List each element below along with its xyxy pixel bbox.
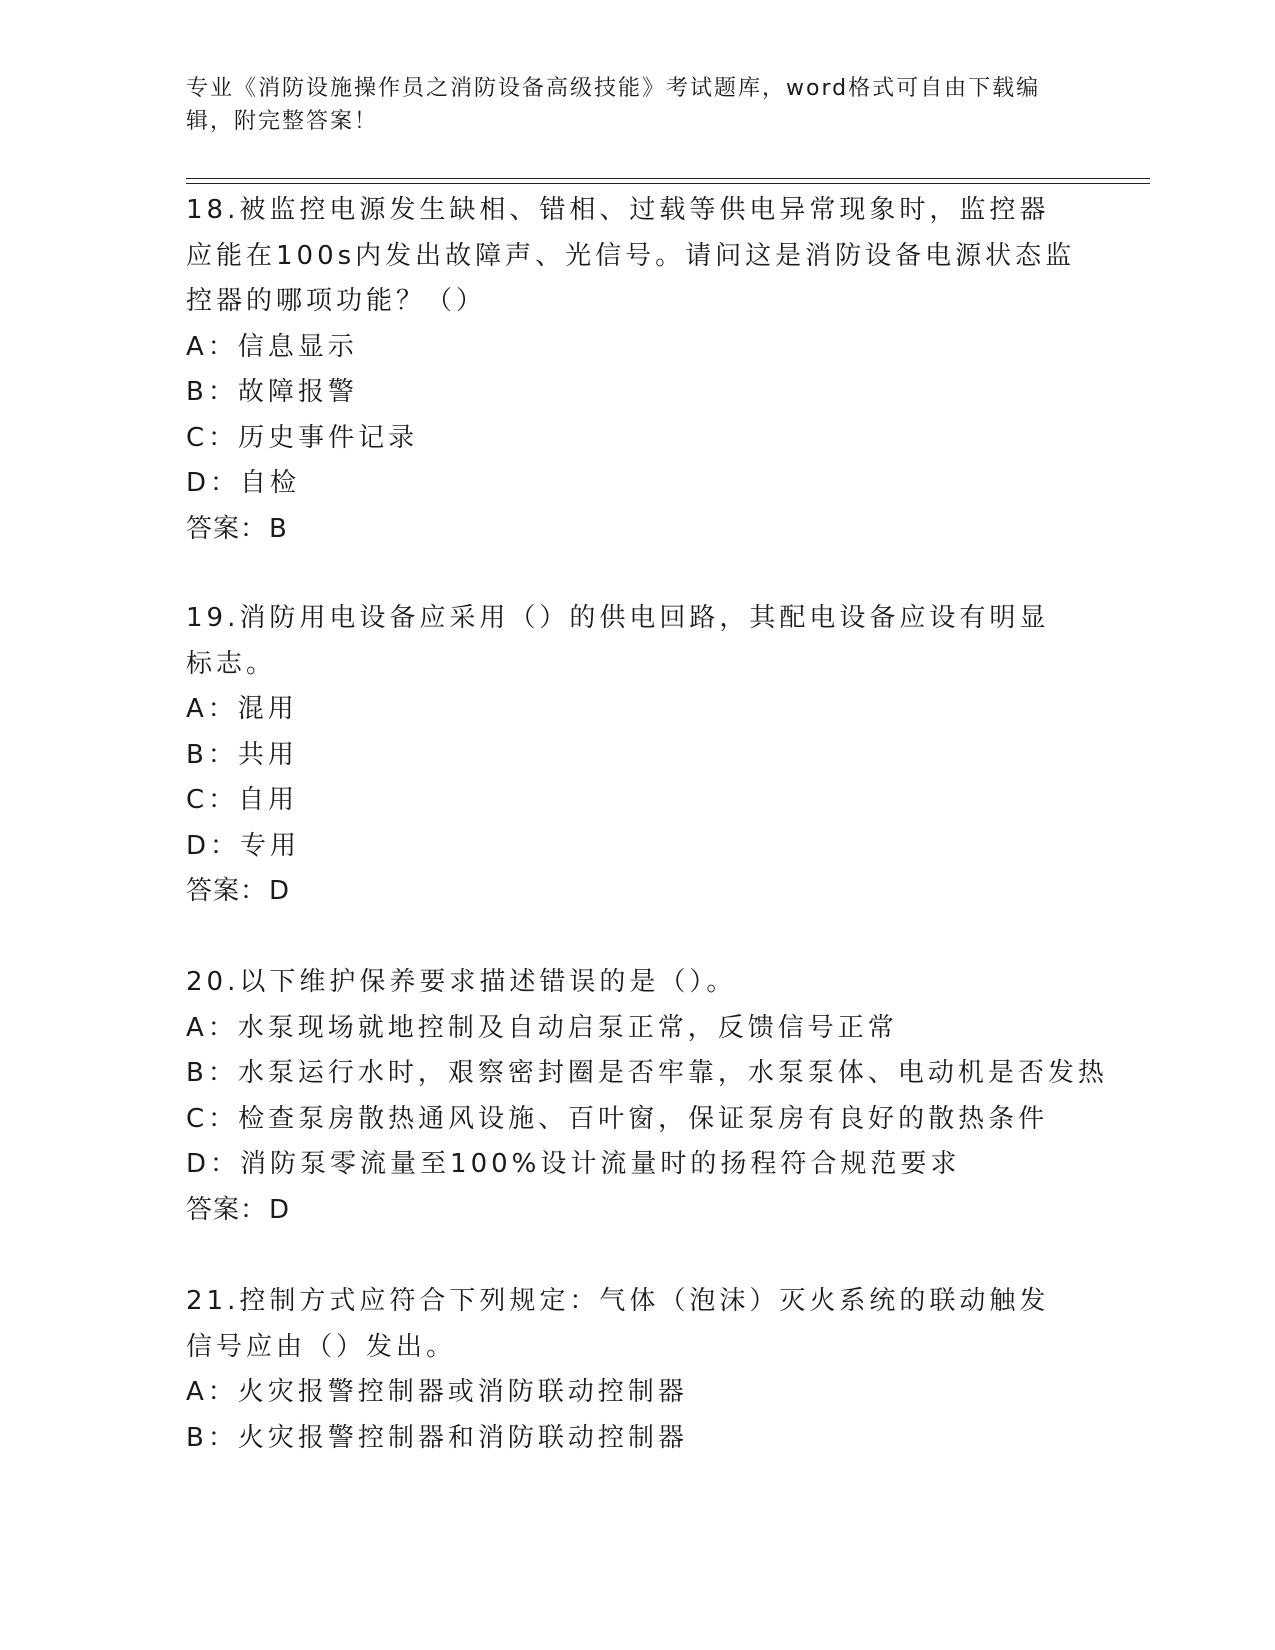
header-divider xyxy=(186,183,1150,184)
option-b: B：共用 xyxy=(186,739,298,770)
question-18 xyxy=(186,188,1076,552)
answer-label: 答案： xyxy=(186,1194,268,1225)
question-stem: 19.消防用电设备应采用（）的供电回路，其配电设备应设有明显标志。 xyxy=(186,603,1050,679)
option-a: A：混用 xyxy=(186,694,298,724)
answer-line xyxy=(186,1188,1076,1234)
option-b: B：故障报警 xyxy=(186,377,358,407)
header-divider xyxy=(186,178,1150,179)
question-21 xyxy=(186,1279,1076,1461)
document-intro: 专业《消防设施操作员之消防设备高级技能》考试题库，word格式可自由下载编辑，附完整答案！ xyxy=(186,76,1041,134)
option-b: B：火灾报警控制器和消防联动控制器 xyxy=(186,1422,688,1453)
option-d: D：自检 xyxy=(186,468,301,498)
option-c: C：历史事件记录 xyxy=(186,422,419,453)
answer-label: 答案： xyxy=(186,876,268,906)
question-stem: 20.以下维护保养要求描述错误的是（）。 xyxy=(186,967,737,997)
option-c: C：检查泵房散热通风设施、百叶窗，保证泵房有良好的散热条件 xyxy=(186,1103,1049,1134)
answer-value: D xyxy=(269,876,291,906)
answer-value: B xyxy=(269,513,288,544)
answer-line xyxy=(186,869,1076,915)
option-a: A：水泵现场就地控制及自动启泵正常，反馈信号正常 xyxy=(186,1012,898,1043)
answer-value: D xyxy=(269,1194,291,1225)
question-stem: 21.控制方式应符合下列规定：气体（泡沫）灭火系统的联动触发信号应由（）发出。 xyxy=(186,1286,1050,1362)
question-20 xyxy=(186,960,1108,1233)
answer-label: 答案： xyxy=(186,513,268,544)
option-b: B：水泵运行水时，艰察密封圈是否牢靠，水泵泵体、电动机是否发热 xyxy=(186,1058,1108,1088)
option-a: A：火灾报警控制器或消防联动控制器 xyxy=(186,1377,688,1407)
option-d: D：消防泵零流量至100%设计流量时的扬程符合规范要求 xyxy=(186,1149,961,1179)
question-stem: 18.被监控电源发生缺相、错相、过载等供电异常现象时，监控器应能在100s内发出故障声、光信号。请问这是消防设备电源状态监控器的哪项功能？（） xyxy=(186,195,1076,316)
question-19 xyxy=(186,596,1076,915)
answer-line xyxy=(186,507,1076,553)
option-c: C：自用 xyxy=(186,785,299,815)
option-d: D：专用 xyxy=(186,830,301,861)
option-a: A：信息显示 xyxy=(186,331,358,362)
